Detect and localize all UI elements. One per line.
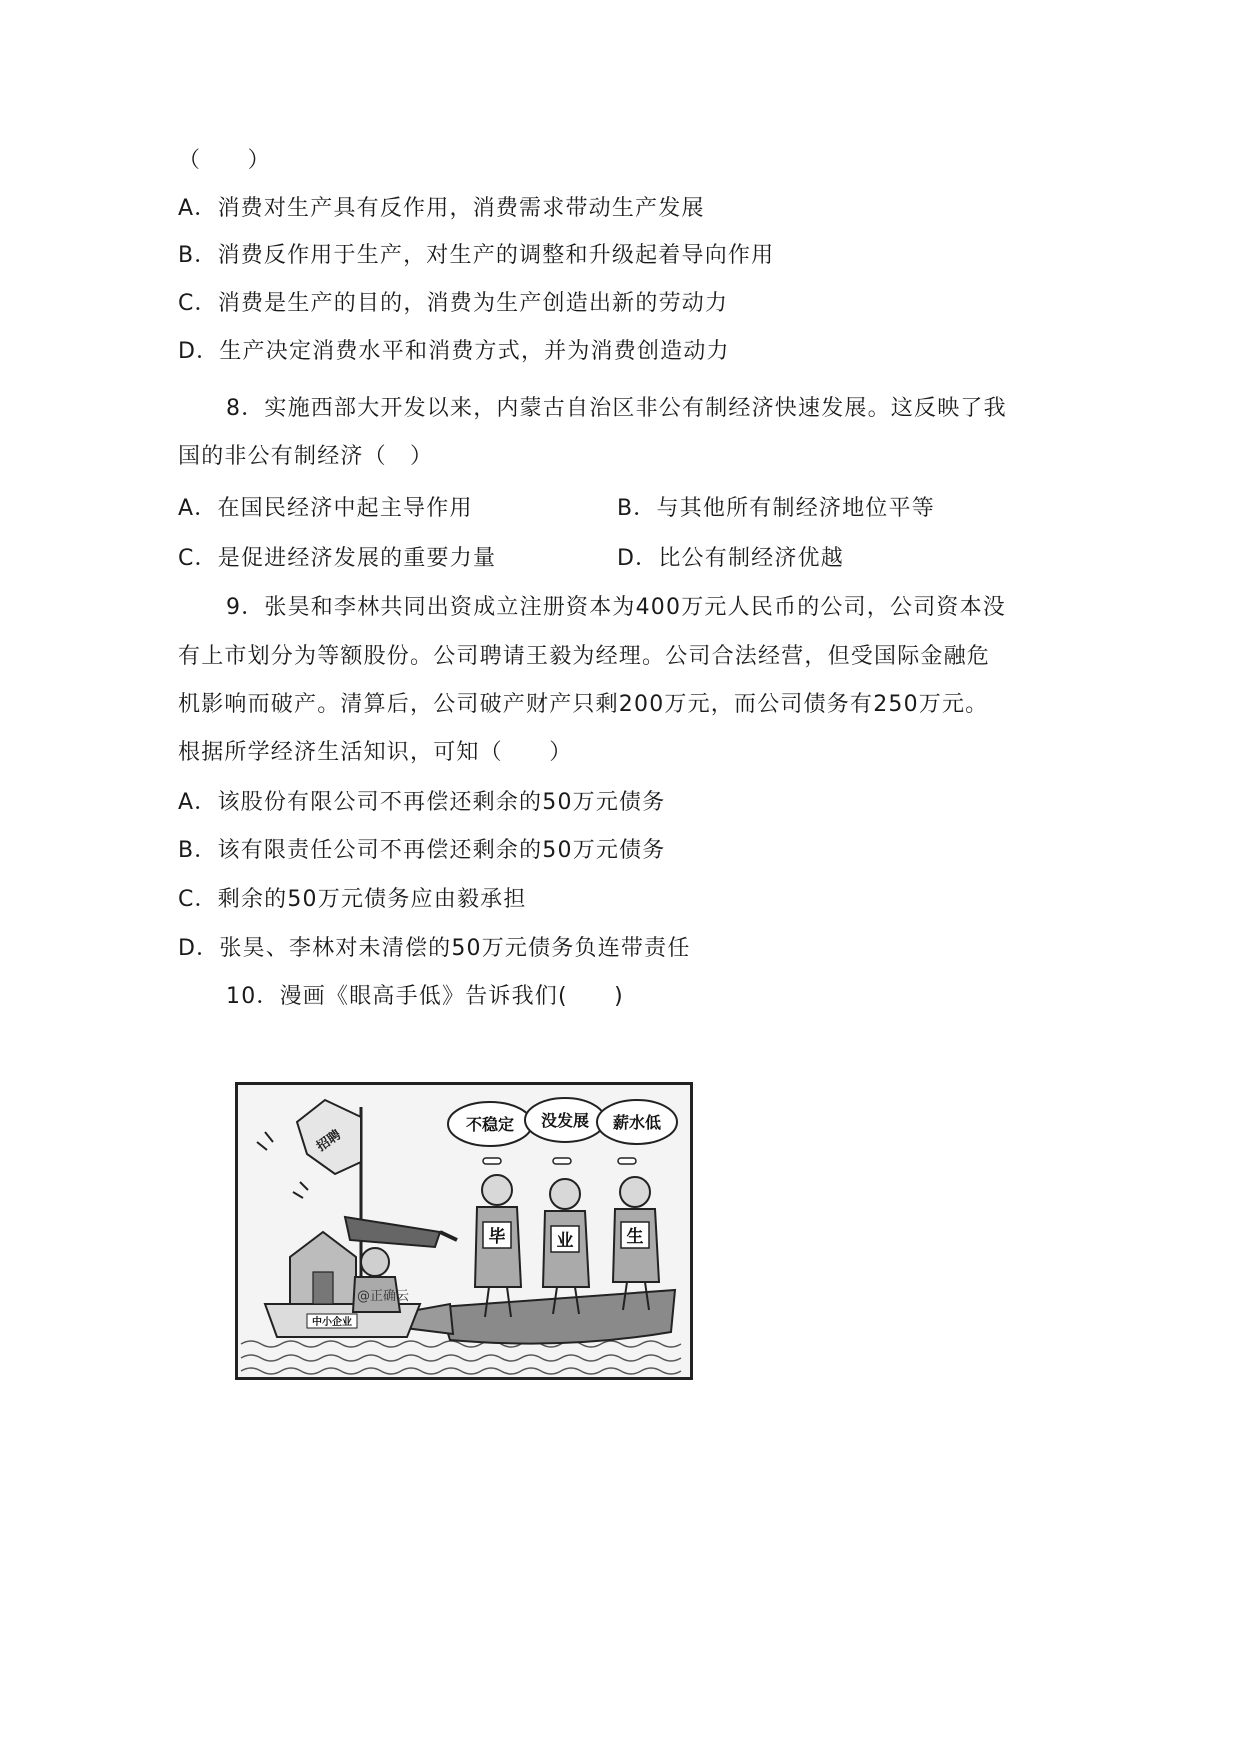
q8-stem-line2: 国的非公有制经济（ ） [178,444,434,469]
q7-option-a[interactable]: A．消费对生产具有反作用，消费需求带动生产发展 [178,196,705,221]
q10-stem: 10．漫画《眼高手低》告诉我们( ) [226,984,624,1009]
q8-stem-line1: 8．实施西部大开发以来，内蒙古自治区非公有制经济快速发展。这反映了我 [226,396,1007,421]
watermark: @正确云 [357,1289,410,1304]
q8-option-b[interactable]: B．与其他所有制经济地位平等 [617,496,935,521]
q9-option-d[interactable]: D．张昊、李林对未清偿的50万元债务负连带责任 [178,936,691,961]
q7-option-c[interactable]: C．消费是生产的目的，消费为生产创造出新的劳动力 [178,291,729,316]
q9-option-b[interactable]: B．该有限责任公司不再偿还剩余的50万元债务 [178,838,666,863]
q7-option-d[interactable]: D．生产决定消费水平和消费方式，并为消费创造动力 [178,339,730,364]
q7-bracket: （ ） [178,148,271,173]
q9-option-a[interactable]: A．该股份有限公司不再偿还剩余的50万元债务 [178,790,666,815]
graduate-sign-3: 生 [626,1227,644,1247]
q7-option-b[interactable]: B．消费反作用于生产，对生产的调整和升级起着导向作用 [178,243,775,268]
boat-label: 中小企业 [312,1317,352,1328]
q9-stem-line2: 有上市划分为等额股份。公司聘请王毅为经理。公司合法经营，但受国际金融危 [178,644,991,669]
graduate-sign-2: 业 [556,1231,574,1251]
cartoon-image [235,1082,693,1380]
q9-stem-line4: 根据所学经济生活知识，可知（ ） [178,740,573,765]
q9-stem-line3: 机影响而破产。清算后，公司破产财产只剩200万元，而公司债务有250万元。 [178,692,989,717]
bubble-text-2: 没发展 [540,1111,590,1130]
q8-option-a[interactable]: A．在国民经济中起主导作用 [178,496,473,521]
bubble-text-1: 不稳定 [465,1115,515,1134]
q9-stem-line1: 9．张昊和李林共同出资成立注册资本为400万元人民币的公司，公司资本没 [226,595,1006,620]
q8-option-d[interactable]: D．比公有制经济优越 [617,546,844,571]
bubble-text-3: 薪水低 [612,1113,662,1132]
q9-option-c[interactable]: C．剩余的50万元债务应由毅承担 [178,887,527,912]
q8-option-c[interactable]: C．是促进经济发展的重要力量 [178,546,497,571]
flag-text: 招聘 [314,1127,344,1155]
graduate-sign-1: 毕 [488,1227,506,1247]
